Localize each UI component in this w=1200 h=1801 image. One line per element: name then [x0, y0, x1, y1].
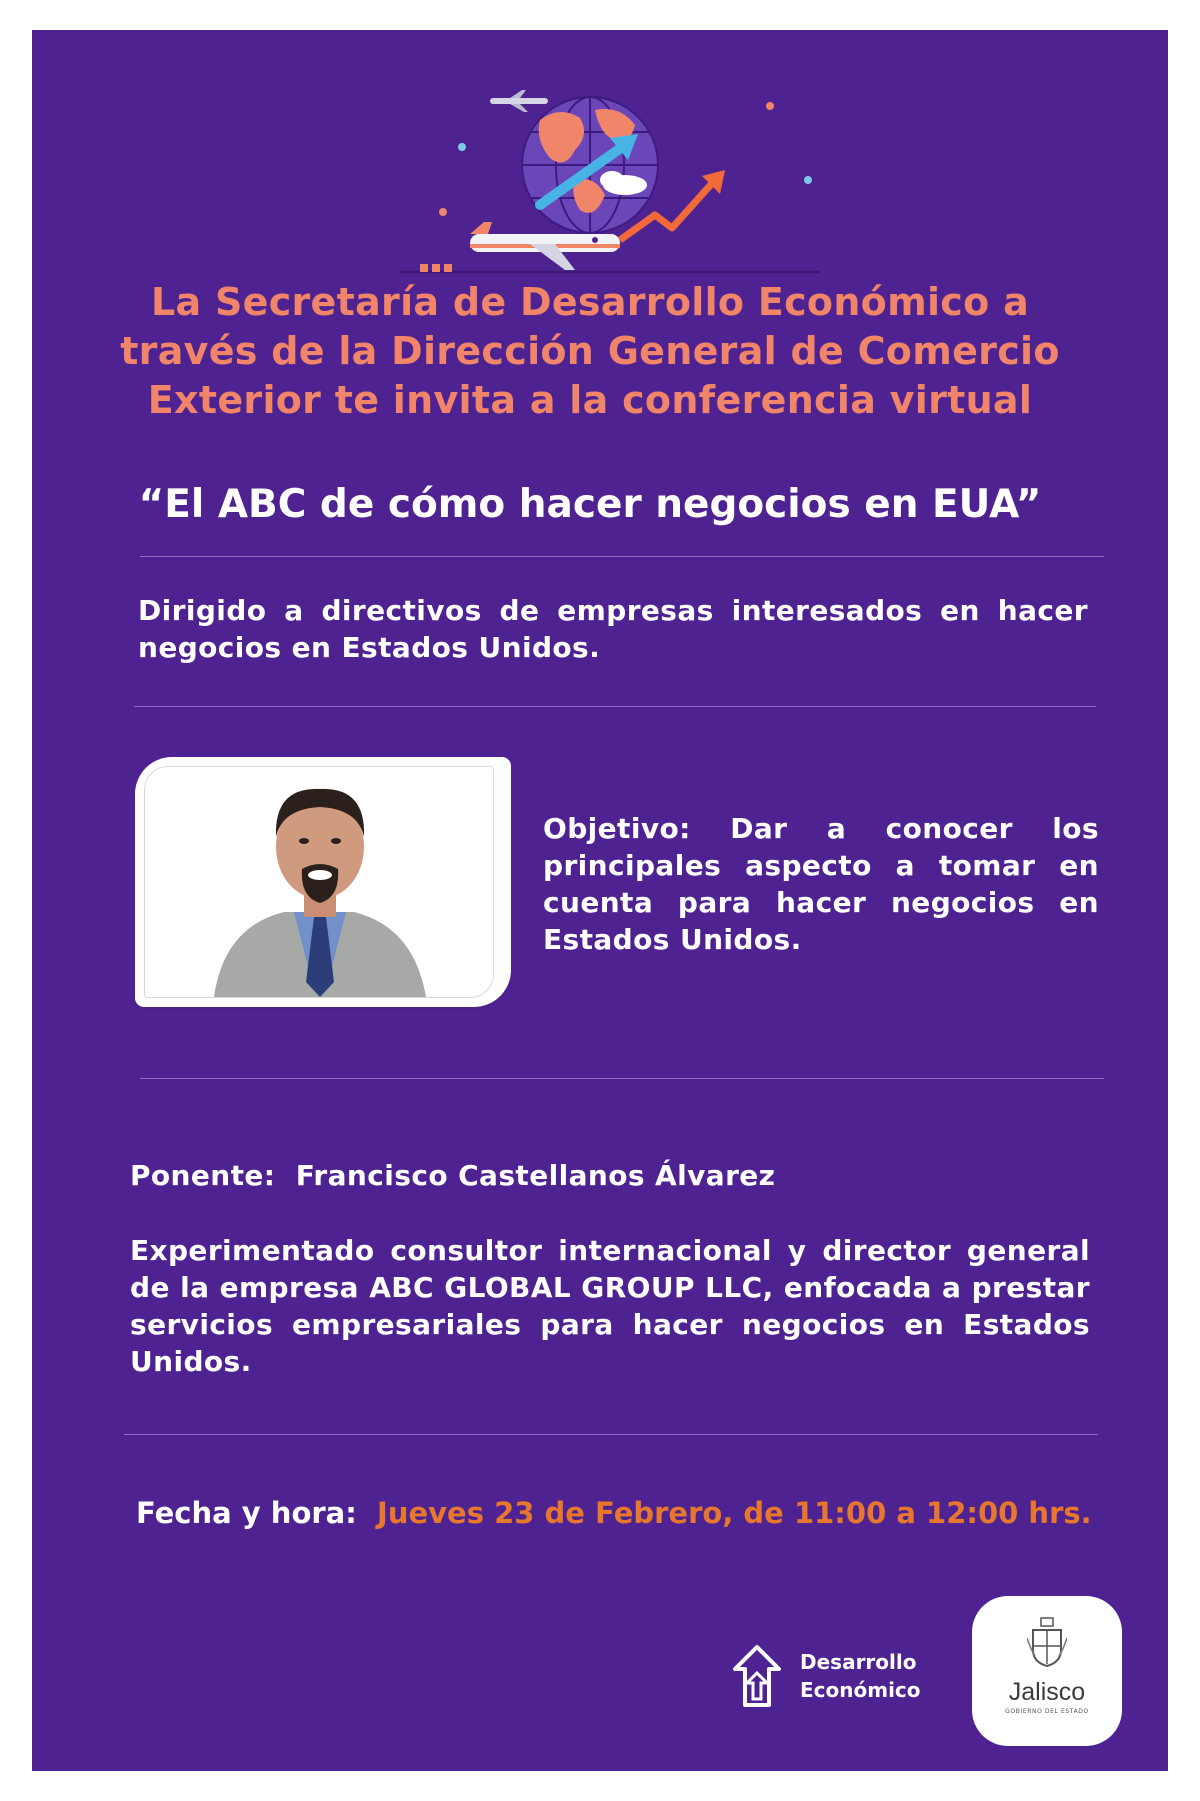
brand-line-2: Económico: [800, 1678, 921, 1702]
divider: [140, 556, 1104, 557]
speaker-bio: Experimentado consultor internacional y director general de la empresa ABC GLOBAL GROUP LLC, enfocada a prestar servicios empresariales para hacer negocios en Estados Unidos.: [130, 1234, 1090, 1378]
invitation-heading: La Secretaría de Desarrollo Económico a través de la Dirección General de Comercio Exterior te invita a la conferencia virtual: [120, 280, 1060, 422]
brand-line-1: Desarrollo: [800, 1650, 917, 1674]
speaker-photo: [138, 760, 508, 1004]
schedule-row: [136, 1494, 1092, 1532]
jalisco-subtitle: GOBIERNO DEL ESTADO: [1005, 1708, 1089, 1715]
schedule-value: Jueves 23 de Febrero, de 11:00 a 12:00 hrs.: [377, 1496, 1092, 1530]
jalisco-logo: [972, 1596, 1122, 1746]
globe-trade-illustration: [380, 80, 840, 280]
speaker-name: Francisco Castellanos Álvarez: [295, 1159, 776, 1192]
objective-label: Objetivo:: [543, 812, 691, 845]
desarrollo-economico-logo-icon: [733, 1645, 781, 1707]
desarrollo-economico-brand: [800, 1648, 921, 1704]
speaker-label: Ponente:: [130, 1159, 276, 1192]
objective-paragraph: [543, 810, 1099, 958]
divider: [140, 1078, 1104, 1079]
audience-text: Dirigido a directivos de empresas interesados en hacer negocios en Estados Unidos.: [138, 594, 1088, 664]
divider: [124, 1434, 1098, 1435]
jalisco-coat-of-arms-icon: [1027, 1616, 1067, 1668]
speaker-line: [130, 1158, 775, 1194]
objective-text: Dar a conocer los principales aspecto a tomar en cuenta para hacer negocios en Estados Unidos.: [543, 812, 1099, 956]
schedule-label: Fecha y hora:: [136, 1496, 357, 1530]
conference-title: “El ABC de cómo hacer negocios en EUA”: [138, 482, 1042, 527]
divider: [134, 706, 1096, 707]
jalisco-wordmark: Jalisco: [1008, 1678, 1086, 1706]
